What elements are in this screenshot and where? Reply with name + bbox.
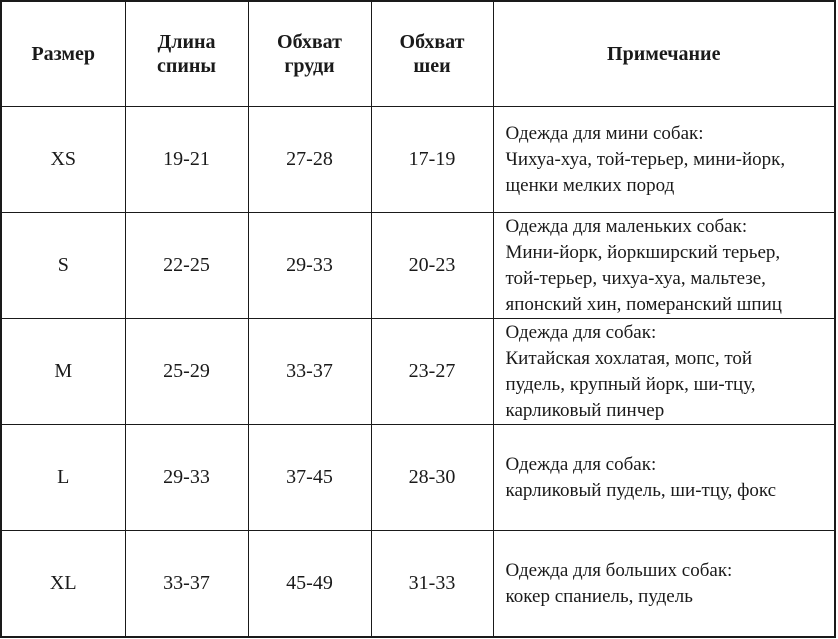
note-line: Чихуа-хуа, той-терьер, мини-йорк, [505, 148, 786, 170]
table-row [1, 319, 835, 425]
cell-back-length: 22-25 [125, 213, 248, 319]
table-body [1, 107, 835, 638]
note-line: Одежда для собак: [505, 453, 657, 475]
header-back-length-line: спины [156, 55, 217, 77]
cell-chest-girth: 37-45 [248, 425, 371, 531]
cell-neck-girth: 31-33 [371, 531, 493, 638]
cell-note [493, 319, 835, 425]
table-row [1, 213, 835, 319]
header-note [493, 1, 835, 107]
header-note-label: Примечание [607, 43, 721, 65]
note-line: той-терьер, чихуа-хуа, мальтезе, [505, 267, 766, 289]
header-size [1, 1, 125, 107]
header-size-label: Размер [31, 43, 96, 65]
header-chest-girth-line: груди [284, 55, 335, 77]
header-chest-girth [248, 1, 371, 107]
note-line: щенки мелких пород [505, 174, 675, 196]
cell-neck-girth: 17-19 [371, 107, 493, 213]
note-line: японский хин, померанский шпиц [505, 293, 782, 315]
cell-chest-girth: 33-37 [248, 319, 371, 425]
note-line: Мини-йорк, йоркширский терьер, [505, 241, 781, 263]
cell-size: XS [1, 107, 125, 213]
cell-size: S [1, 213, 125, 319]
table-row [1, 531, 835, 638]
header-back-length [125, 1, 248, 107]
header-neck-girth-line: шеи [413, 55, 451, 77]
header-chest-girth-line: Обхват [277, 31, 342, 53]
table-row [1, 107, 835, 213]
cell-size: M [1, 319, 125, 425]
note-line: Одежда для мини собак: [505, 122, 704, 144]
cell-size: XL [1, 531, 125, 638]
cell-neck-girth: 23-27 [371, 319, 493, 425]
note-line: Одежда для собак: [505, 321, 657, 343]
header-back-length-line: Длина [157, 31, 216, 53]
note-line: карликовый пудель, ши-тцу, фокс [505, 479, 777, 501]
note-line: кокер спаниель, пудель [505, 585, 693, 607]
cell-size: L [1, 425, 125, 531]
cell-note [493, 213, 835, 319]
cell-back-length: 19-21 [125, 107, 248, 213]
cell-note [493, 425, 835, 531]
note-line: пудель, крупный йорк, ши-тцу, [505, 373, 756, 395]
header-row [1, 1, 835, 107]
cell-note [493, 531, 835, 638]
cell-back-length: 25-29 [125, 319, 248, 425]
cell-back-length: 29-33 [125, 425, 248, 531]
note-line: Одежда для больших собак: [505, 559, 733, 581]
cell-chest-girth: 45-49 [248, 531, 371, 638]
cell-neck-girth: 28-30 [371, 425, 493, 531]
note-line: Китайская хохлатая, мопс, той [505, 347, 753, 369]
cell-chest-girth: 27-28 [248, 107, 371, 213]
cell-note [493, 107, 835, 213]
cell-chest-girth: 29-33 [248, 213, 371, 319]
header-neck-girth-line: Обхват [399, 31, 465, 53]
note-line: карликовый пинчер [505, 399, 665, 421]
cell-back-length: 33-37 [125, 531, 248, 638]
header-neck-girth [371, 1, 493, 107]
cell-neck-girth: 20-23 [371, 213, 493, 319]
note-line: Одежда для маленьких собак: [505, 215, 748, 237]
table-row [1, 425, 835, 531]
